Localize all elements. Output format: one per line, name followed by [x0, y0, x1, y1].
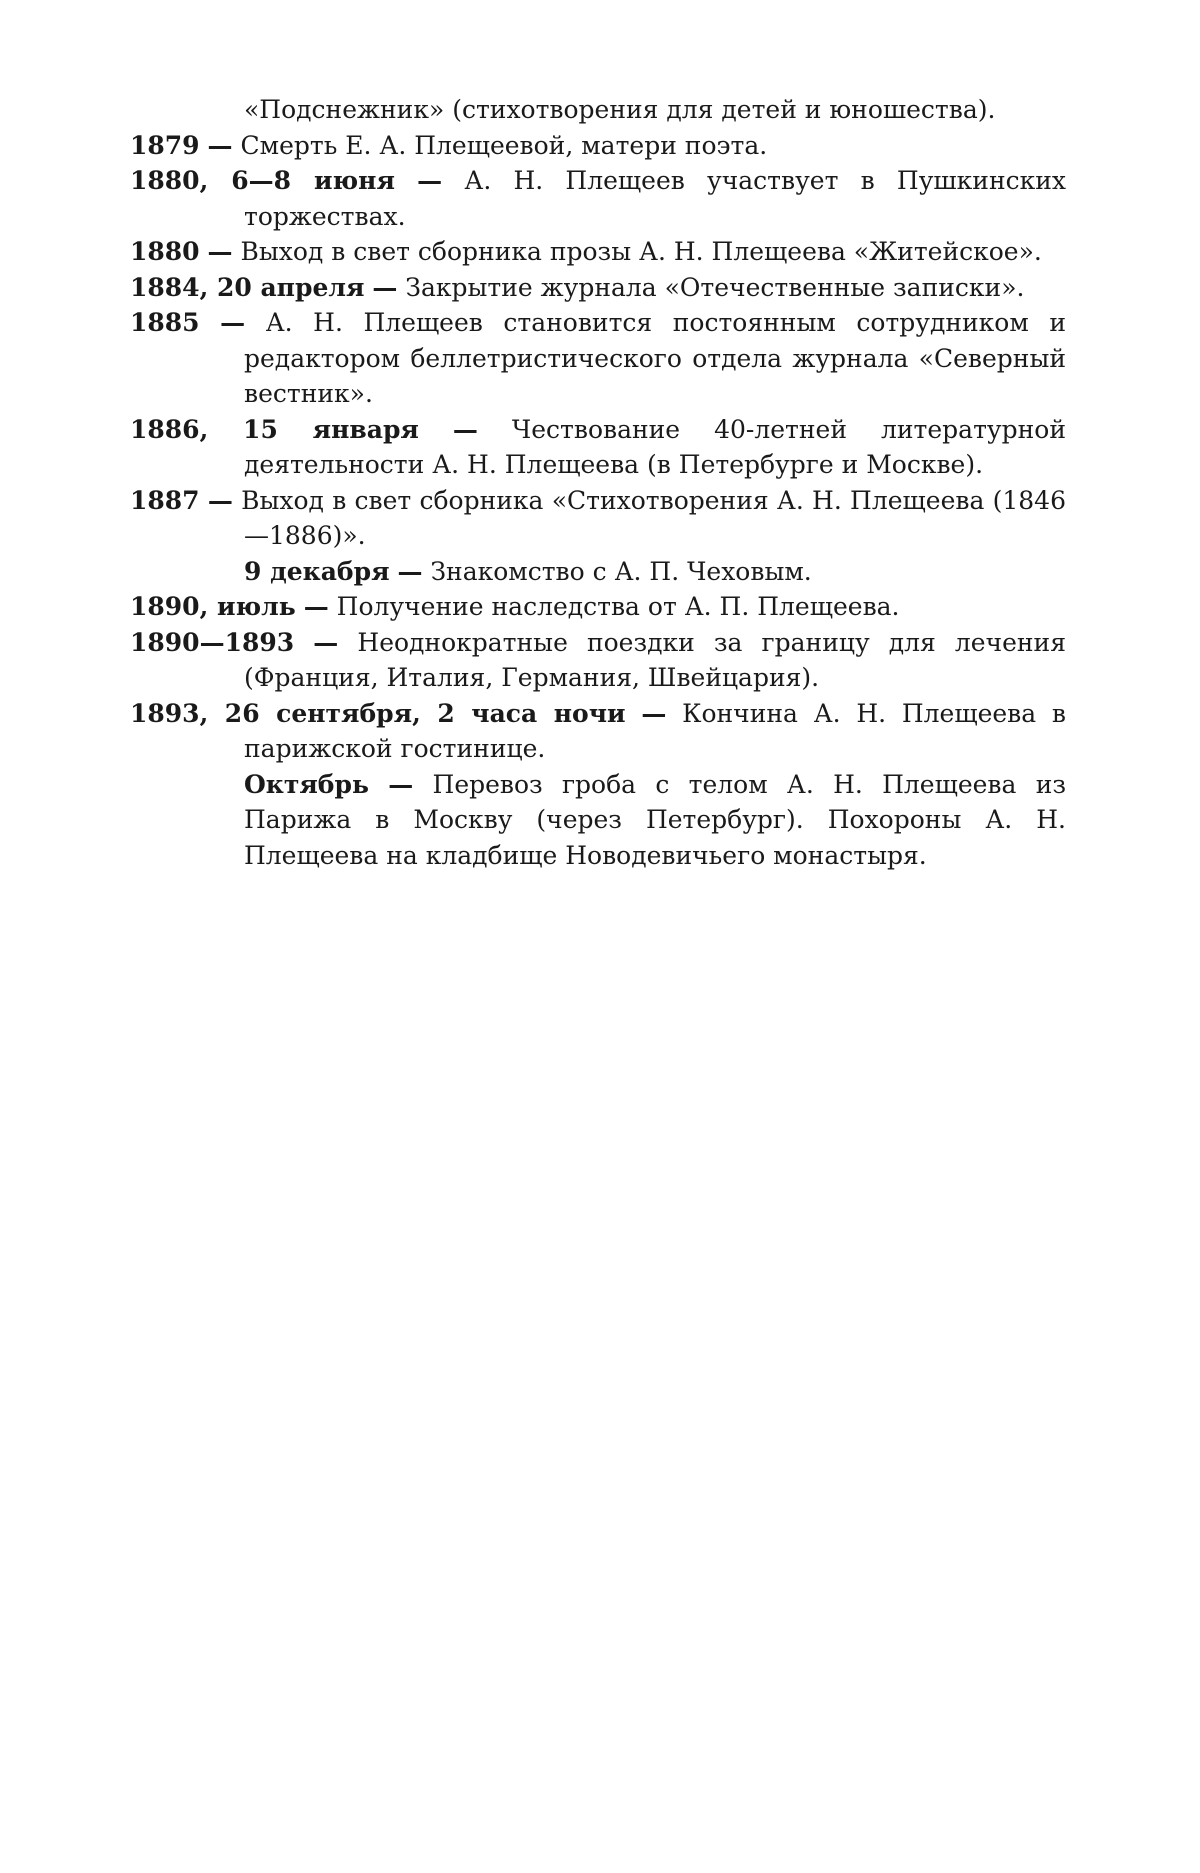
entry-dash: —	[207, 130, 233, 160]
entry-text: Выход в свет сборника «Стихотворения А. Н. Плещеева (1846—1886)».	[241, 485, 1066, 550]
chronology-entry	[130, 128, 1066, 164]
chronology-entry	[130, 234, 1066, 270]
entry-date: 1885	[130, 308, 200, 337]
chronology-entry	[130, 483, 1066, 554]
entry-dash: —	[207, 485, 233, 515]
entry-date: 1890, июль	[130, 592, 296, 621]
entry-dash: —	[303, 592, 329, 621]
entry-dash: —	[207, 237, 233, 266]
entry-date: 1890—1893	[130, 627, 295, 657]
entry-date: 1886, 15 января	[130, 414, 419, 444]
entry-dash: —	[641, 698, 667, 728]
entry-date: 1880	[130, 237, 200, 266]
entry-text: «Подснежник» (стихотворения для детей и юношества).	[244, 95, 996, 124]
entry-dash: —	[417, 166, 443, 195]
chronology-entry	[130, 589, 1066, 625]
entry-date: 1880, 6—8 июня	[130, 166, 395, 195]
chronology-entry	[130, 767, 1066, 874]
chronology-entry	[130, 554, 1066, 590]
entry-date: 1893, 26 сентября, 2 часа ночи	[130, 698, 626, 728]
entry-dash: —	[388, 769, 414, 799]
chronology-entry	[130, 270, 1066, 306]
entry-text: Получение наследства от А. П. Плещеева.	[336, 592, 900, 621]
entry-text: Смерть Е. А. Плещеевой, матери поэта.	[240, 130, 768, 160]
entry-dash: —	[220, 308, 246, 337]
chronology-entry	[130, 305, 1066, 412]
entry-text: Закрытие журнала «Отечественные записки».	[405, 272, 1025, 302]
entry-dash: —	[452, 414, 478, 444]
entry-text: Чествование 40-летней литературной деятельности А. Н. Плещеева (в Петербурге и Москве).	[244, 414, 1066, 479]
entry-dash: —	[397, 556, 423, 586]
entry-date: 1884, 20 апреля	[130, 272, 365, 302]
chronology-page	[130, 92, 1066, 873]
entry-date: 9 декабря	[244, 556, 390, 586]
chronology-entry	[130, 696, 1066, 767]
entry-date: 1887	[130, 485, 200, 515]
entry-date: Октябрь	[244, 769, 369, 799]
entry-dash: —	[372, 272, 398, 302]
entry-dash: —	[313, 627, 339, 657]
chronology-entry	[130, 92, 1066, 128]
entry-text: Перевоз гроба с телом А. Н. Плещеева из Парижа в Москву (через Петербург). Похороны А. Н. Плещеева на кладбище Новодевичьего монастыря.	[244, 769, 1066, 870]
entry-text: Неоднократные поездки за границу для лечения (Франция, Италия, Германия, Швейцария).	[244, 627, 1066, 692]
chronology-entry	[130, 412, 1066, 483]
entry-text: Знакомство с А. П. Чеховым.	[430, 556, 812, 586]
entry-date: 1879	[130, 130, 200, 160]
chronology-entry	[130, 625, 1066, 696]
entry-text: Выход в свет сборника прозы А. Н. Плещеева «Житейское».	[240, 237, 1042, 266]
entry-text: А. Н. Плещеев становится постоянным сотрудником и редактором беллетристического отдела журнала «Северный вестник».	[244, 308, 1066, 408]
entry-text: Кончина А. Н. Плещеева в парижской гостинице.	[244, 698, 1066, 763]
chronology-entry	[130, 163, 1066, 234]
entry-text: А. Н. Плещеев участвует в Пушкинских торжествах.	[244, 166, 1066, 231]
